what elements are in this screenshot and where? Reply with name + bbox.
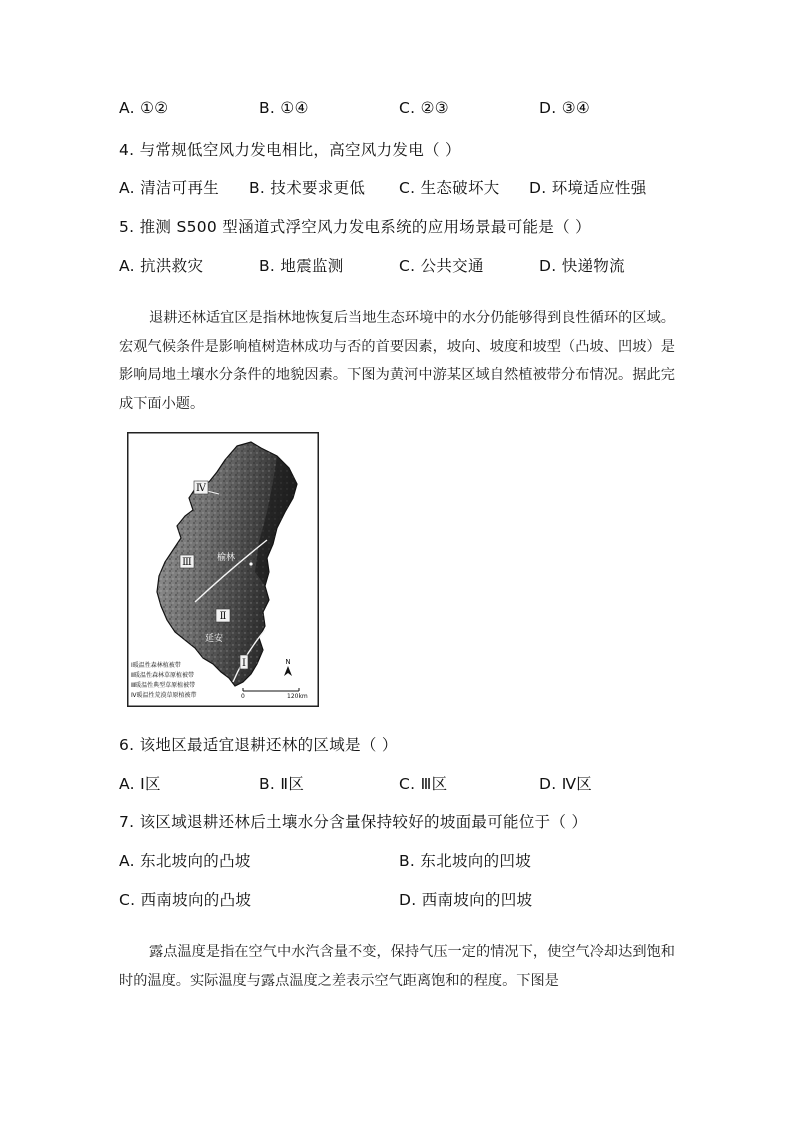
- q6-stem: 6. 该地区最适宜退耕还林的区域是（ ）: [119, 736, 398, 754]
- legend-item-3: Ⅲ暖温性典型草原植被带: [131, 682, 196, 689]
- q4-option-d: D. 环境适应性强: [529, 179, 647, 197]
- q4-option-a: A. 清洁可再生: [119, 179, 220, 197]
- q3-option-d: D. ③④: [539, 99, 591, 117]
- north-label: N: [285, 658, 291, 666]
- zone-label-i: Ⅰ: [242, 658, 246, 669]
- q7-option-d: D. 西南坡向的凹坡: [399, 891, 533, 909]
- q6-option-b: B. Ⅱ区: [259, 775, 305, 793]
- legend-item-1: Ⅰ暖温性森林植被带: [131, 662, 181, 669]
- q7-option-b: B. 东北坡向的凹坡: [399, 852, 531, 870]
- q3-option-c: C. ②③: [399, 99, 449, 117]
- place-label-yanan: 延安: [205, 634, 224, 644]
- q3-option-a: A. ①②: [119, 99, 169, 117]
- q5-option-d: D. 快递物流: [539, 257, 625, 275]
- q5-option-a: A. 抗洪救灾: [119, 257, 204, 275]
- q4-option-c: C. 生态破坏大: [399, 179, 500, 197]
- q6-option-a: A. Ⅰ区: [119, 775, 161, 793]
- q5-stem: 5. 推测 S500 型涵道式浮空风力发电系统的应用场景最可能是（ ）: [119, 218, 591, 236]
- q4-option-b: B. 技术要求更低: [249, 179, 366, 197]
- map-svg: [127, 432, 319, 707]
- place-label-yulin: 榆林: [217, 553, 236, 563]
- q6-option-d: D. Ⅳ区: [539, 775, 593, 793]
- zone-label-iii: Ⅲ: [182, 557, 192, 568]
- vegetation-zone-map: [127, 432, 319, 707]
- q5-option-b: B. 地震监测: [259, 257, 344, 275]
- legend-item-2: Ⅱ暖温性森林草原植被带: [131, 672, 194, 679]
- q6-option-c: C. Ⅲ区: [399, 775, 448, 793]
- q3-option-b: B. ①④: [259, 99, 309, 117]
- q4-stem: 4. 与常规低空风力发电相比，高空风力发电（ ）: [119, 141, 461, 159]
- q7-stem: 7. 该区域退耕还林后土壤水分含量保持较好的坡面最可能位于（ ）: [119, 813, 588, 831]
- zone-label-iv: Ⅳ: [196, 483, 206, 494]
- zone-label-ii: Ⅱ: [219, 611, 227, 622]
- legend-item-4: Ⅳ暖温性荒漠草原植被带: [131, 692, 197, 699]
- passage-reforestation: 退耕还林适宜区是指林地恢复后当地生态环境中的水分仍能够得到良性循环的区域。宏观气候条件是影响植树造林成功与否的首要因素，坡向、坡度和坡型（凸坡、凹坡）是影响局地土壤水分条件的地貌因素。下图为黄河中游某区域自然植被带分布情况。据此完成下面小题。: [119, 310, 675, 412]
- scale-end-label: 120km: [287, 693, 308, 700]
- scale-start-label: 0: [241, 693, 245, 700]
- q7-option-a: A. 东北坡向的凸坡: [119, 852, 251, 870]
- q7-option-c: C. 西南坡向的凸坡: [119, 891, 252, 909]
- passage-dew-point: 露点温度是指在空气中水汽含量不变，保持气压一定的情况下，使空气冷却达到饱和时的温度。实际温度与露点温度之差表示空气距离饱和的程度。下图是: [119, 944, 675, 989]
- q5-option-c: C. 公共交通: [399, 257, 484, 275]
- location-dot: [249, 562, 252, 565]
